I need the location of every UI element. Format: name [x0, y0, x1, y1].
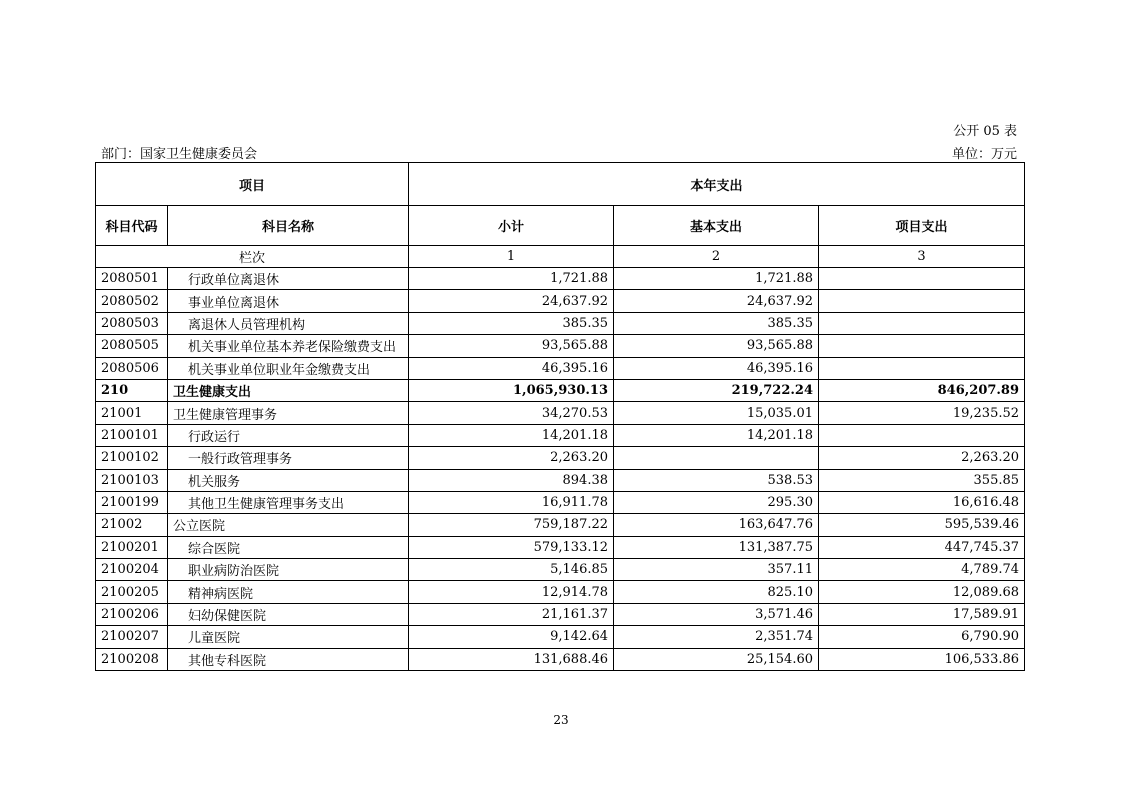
cell-basic-expenditure	[614, 447, 819, 469]
cell-project-expenditure	[819, 424, 1025, 446]
cell-project-expenditure: 16,616.48	[819, 491, 1025, 513]
cell-subtotal: 385.35	[409, 312, 614, 334]
cell-subject-name: 精神病医院	[168, 581, 409, 603]
cell-subject-code: 2080502	[96, 290, 168, 312]
cell-subtotal: 894.38	[409, 469, 614, 491]
table-row	[96, 268, 1025, 290]
column-index-2: 2	[614, 246, 819, 268]
cell-subject-code: 2100205	[96, 581, 168, 603]
department-label: 部门：国家卫生健康委员会	[101, 147, 258, 162]
cell-basic-expenditure: 163,647.76	[614, 514, 819, 536]
table-row	[96, 357, 1025, 379]
cell-subject-code: 2100102	[96, 447, 168, 469]
cell-subject-name: 事业单位离退休	[168, 290, 409, 312]
table-row	[96, 626, 1025, 648]
table-row	[96, 469, 1025, 491]
column-index-1: 1	[409, 246, 614, 268]
cell-basic-expenditure: 14,201.18	[614, 424, 819, 446]
cell-basic-expenditure: 15,035.01	[614, 402, 819, 424]
cell-basic-expenditure: 131,387.75	[614, 536, 819, 558]
cell-subject-name: 职业病防治医院	[168, 559, 409, 581]
cell-project-expenditure: 595,539.46	[819, 514, 1025, 536]
table-row	[96, 491, 1025, 513]
header-subtotal: 小计	[409, 206, 614, 246]
cell-project-expenditure	[819, 290, 1025, 312]
cell-project-expenditure: 106,533.86	[819, 648, 1025, 670]
table-row	[96, 402, 1025, 424]
table-row	[96, 603, 1025, 625]
cell-project-expenditure: 17,589.91	[819, 603, 1025, 625]
table-row	[96, 312, 1025, 334]
header-subject-code: 科目代码	[96, 206, 168, 246]
cell-subject-code: 2100201	[96, 536, 168, 558]
cell-basic-expenditure: 24,637.92	[614, 290, 819, 312]
cell-subtotal: 5,146.85	[409, 559, 614, 581]
cell-subject-name: 综合医院	[168, 536, 409, 558]
cell-subject-code: 210	[96, 379, 168, 401]
cell-subject-name: 一般行政管理事务	[168, 447, 409, 469]
cell-subject-name: 卫生健康支出	[168, 379, 409, 401]
cell-basic-expenditure: 219,722.24	[614, 379, 819, 401]
cell-subtotal: 46,395.16	[409, 357, 614, 379]
cell-subtotal: 1,065,930.13	[409, 379, 614, 401]
cell-subtotal: 34,270.53	[409, 402, 614, 424]
cell-project-expenditure	[819, 357, 1025, 379]
column-index-label: 栏次	[96, 246, 409, 268]
cell-subtotal: 93,565.88	[409, 335, 614, 357]
table-row	[96, 514, 1025, 536]
column-index-3: 3	[819, 246, 1025, 268]
table-row	[96, 536, 1025, 558]
cell-subject-name: 公立医院	[168, 514, 409, 536]
cell-project-expenditure: 6,790.90	[819, 626, 1025, 648]
table-row	[96, 559, 1025, 581]
cell-subject-code: 21002	[96, 514, 168, 536]
cell-subject-name: 离退休人员管理机构	[168, 312, 409, 334]
cell-basic-expenditure: 295.30	[614, 491, 819, 513]
cell-subject-name: 妇幼保健医院	[168, 603, 409, 625]
cell-subtotal: 9,142.64	[409, 626, 614, 648]
cell-basic-expenditure: 93,565.88	[614, 335, 819, 357]
cell-subtotal: 14,201.18	[409, 424, 614, 446]
expenditure-table	[95, 162, 1025, 671]
table-row	[96, 424, 1025, 446]
table-row	[96, 447, 1025, 469]
cell-project-expenditure: 447,745.37	[819, 536, 1025, 558]
cell-project-expenditure: 19,235.52	[819, 402, 1025, 424]
cell-basic-expenditure: 46,395.16	[614, 357, 819, 379]
cell-subject-code: 2080503	[96, 312, 168, 334]
header-project-expenditure: 项目支出	[819, 206, 1025, 246]
cell-subject-code: 2100199	[96, 491, 168, 513]
cell-subject-code: 2100208	[96, 648, 168, 670]
cell-subject-code: 2100101	[96, 424, 168, 446]
cell-subject-code: 2080506	[96, 357, 168, 379]
cell-project-expenditure	[819, 312, 1025, 334]
cell-subject-code: 2080501	[96, 268, 168, 290]
cell-subject-code: 2080505	[96, 335, 168, 357]
cell-subject-name: 机关事业单位职业年金缴费支出	[168, 357, 409, 379]
cell-project-expenditure: 12,089.68	[819, 581, 1025, 603]
table-row	[96, 648, 1025, 670]
cell-subtotal: 24,637.92	[409, 290, 614, 312]
cell-subject-name: 卫生健康管理事务	[168, 402, 409, 424]
cell-subtotal: 579,133.12	[409, 536, 614, 558]
cell-basic-expenditure: 385.35	[614, 312, 819, 334]
cell-basic-expenditure: 25,154.60	[614, 648, 819, 670]
cell-subtotal: 12,914.78	[409, 581, 614, 603]
cell-project-expenditure: 355.85	[819, 469, 1025, 491]
header-item: 项目	[96, 163, 409, 206]
cell-subject-name: 机关事业单位基本养老保险缴费支出	[168, 335, 409, 357]
cell-subject-name: 其他专科医院	[168, 648, 409, 670]
cell-subject-code: 2100103	[96, 469, 168, 491]
table-row	[96, 379, 1025, 401]
cell-subtotal: 131,688.46	[409, 648, 614, 670]
cell-subtotal: 2,263.20	[409, 447, 614, 469]
cell-basic-expenditure: 538.53	[614, 469, 819, 491]
cell-project-expenditure	[819, 335, 1025, 357]
cell-subtotal: 16,911.78	[409, 491, 614, 513]
header-current-year-expenditure: 本年支出	[409, 163, 1025, 206]
header-basic-expenditure: 基本支出	[614, 206, 819, 246]
cell-basic-expenditure: 357.11	[614, 559, 819, 581]
unit-label: 单位：万元	[951, 147, 1017, 162]
cell-basic-expenditure: 1,721.88	[614, 268, 819, 290]
cell-subject-code: 2100204	[96, 559, 168, 581]
cell-subject-code: 21001	[96, 402, 168, 424]
cell-subject-code: 2100206	[96, 603, 168, 625]
form-number: 公开 05 表	[953, 124, 1017, 139]
page-number: 23	[553, 713, 569, 727]
cell-basic-expenditure: 2,351.74	[614, 626, 819, 648]
cell-subtotal: 1,721.88	[409, 268, 614, 290]
cell-subject-name: 儿童医院	[168, 626, 409, 648]
cell-project-expenditure: 846,207.89	[819, 379, 1025, 401]
header-subject-name: 科目名称	[168, 206, 409, 246]
cell-subject-name: 行政运行	[168, 424, 409, 446]
table-row	[96, 335, 1025, 357]
cell-subject-name: 机关服务	[168, 469, 409, 491]
cell-project-expenditure: 4,789.74	[819, 559, 1025, 581]
cell-project-expenditure	[819, 268, 1025, 290]
table-row	[96, 290, 1025, 312]
cell-subtotal: 21,161.37	[409, 603, 614, 625]
cell-subject-name: 其他卫生健康管理事务支出	[168, 491, 409, 513]
cell-subtotal: 759,187.22	[409, 514, 614, 536]
table-body	[96, 268, 1025, 671]
cell-basic-expenditure: 3,571.46	[614, 603, 819, 625]
cell-project-expenditure: 2,263.20	[819, 447, 1025, 469]
cell-subject-code: 2100207	[96, 626, 168, 648]
cell-subject-name: 行政单位离退休	[168, 268, 409, 290]
table-row	[96, 581, 1025, 603]
cell-basic-expenditure: 825.10	[614, 581, 819, 603]
